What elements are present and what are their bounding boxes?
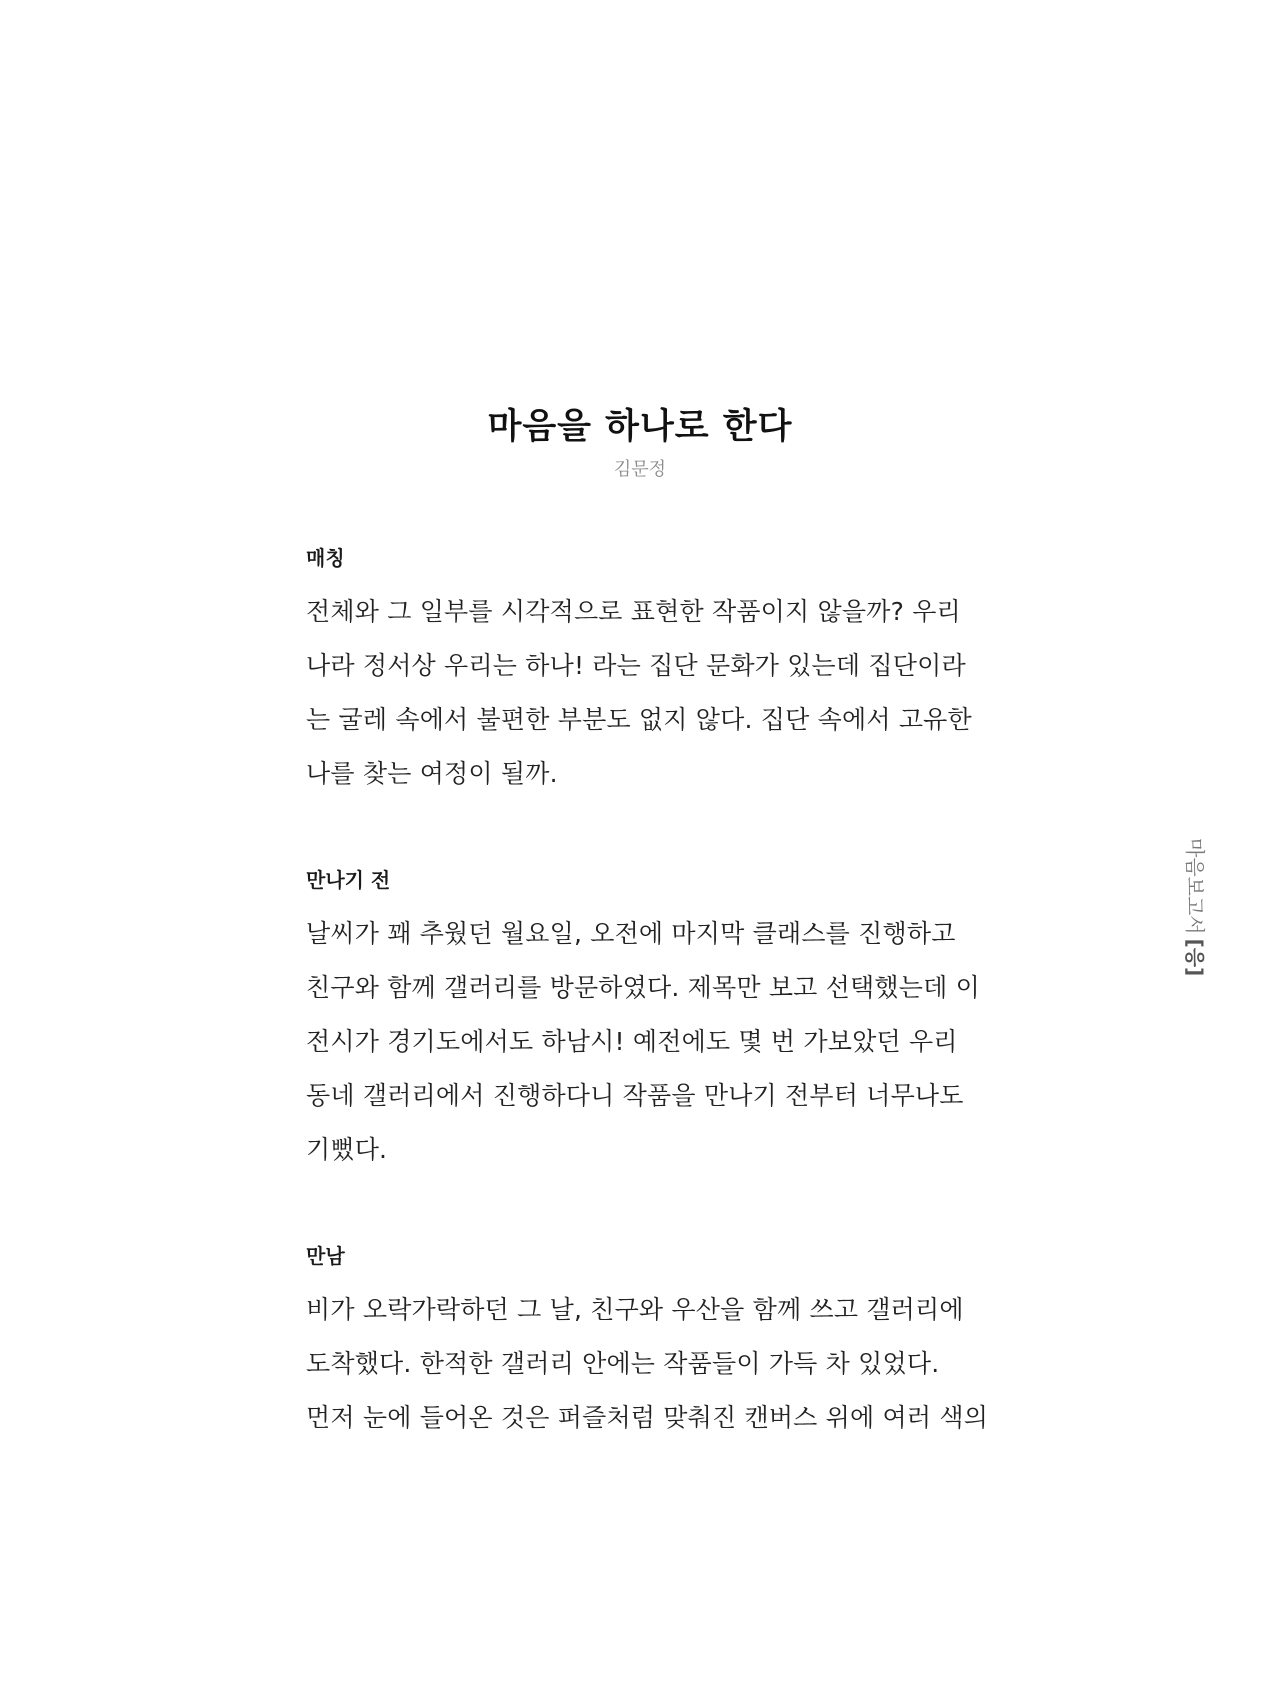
paragraph-line: 도착했다. 한적한 갤러리 안에는 작품들이 가득 차 있었다. bbox=[306, 1349, 940, 1378]
section-matching bbox=[306, 543, 970, 801]
section-before-meeting bbox=[306, 865, 980, 1177]
page-title: 마음을 하나로 한다 bbox=[487, 406, 793, 448]
side-label bbox=[1183, 838, 1207, 976]
paragraph-line: 동네 갤러리에서 진행하다니 작품을 만나기 전부터 너무나도 bbox=[306, 1081, 964, 1110]
paragraph-line: 비가 오락가락하던 그 날, 친구와 우산을 함께 쓰고 갤러리에 bbox=[306, 1295, 964, 1324]
section-heading: 매칭 bbox=[306, 546, 345, 570]
side-label-tag: [응] bbox=[1183, 938, 1207, 977]
paragraph-line: 나라 정서상 우리는 하나! 라는 집단 문화가 있는데 집단이라 bbox=[306, 651, 966, 680]
article-content bbox=[306, 543, 989, 1445]
section-body bbox=[306, 585, 970, 801]
paragraph-line: 친구와 함께 갤러리를 방문하였다. 제목만 보고 선택했는데 이 bbox=[306, 973, 980, 1002]
section-meeting bbox=[306, 1241, 989, 1445]
section-body bbox=[306, 1283, 989, 1445]
paragraph-line: 날씨가 꽤 추웠던 월요일, 오전에 마지막 클래스를 진행하고 bbox=[306, 919, 956, 948]
section-heading: 만남 bbox=[306, 1244, 345, 1268]
author-name: 김문정 bbox=[613, 459, 667, 480]
side-label-text: 마음보고서 bbox=[1183, 838, 1207, 935]
paragraph-line: 전시가 경기도에서도 하남시! 예전에도 몇 번 가보았던 우리 bbox=[306, 1027, 958, 1056]
paragraph-line: 기뻤다. bbox=[306, 1135, 388, 1164]
section-heading: 만나기 전 bbox=[306, 868, 391, 892]
paragraph-line: 전체와 그 일부를 시각적으로 표현한 작품이지 않을까? 우리 bbox=[306, 597, 961, 626]
paragraph-line: 먼저 눈에 들어온 것은 퍼즐처럼 맞춰진 캔버스 위에 여러 색의 bbox=[306, 1403, 989, 1432]
section-body bbox=[306, 907, 980, 1177]
paragraph-line: 는 굴레 속에서 불편한 부분도 없지 않다. 집단 속에서 고유한 bbox=[306, 705, 972, 734]
paragraph-line: 나를 찾는 여정이 될까. bbox=[306, 759, 558, 788]
